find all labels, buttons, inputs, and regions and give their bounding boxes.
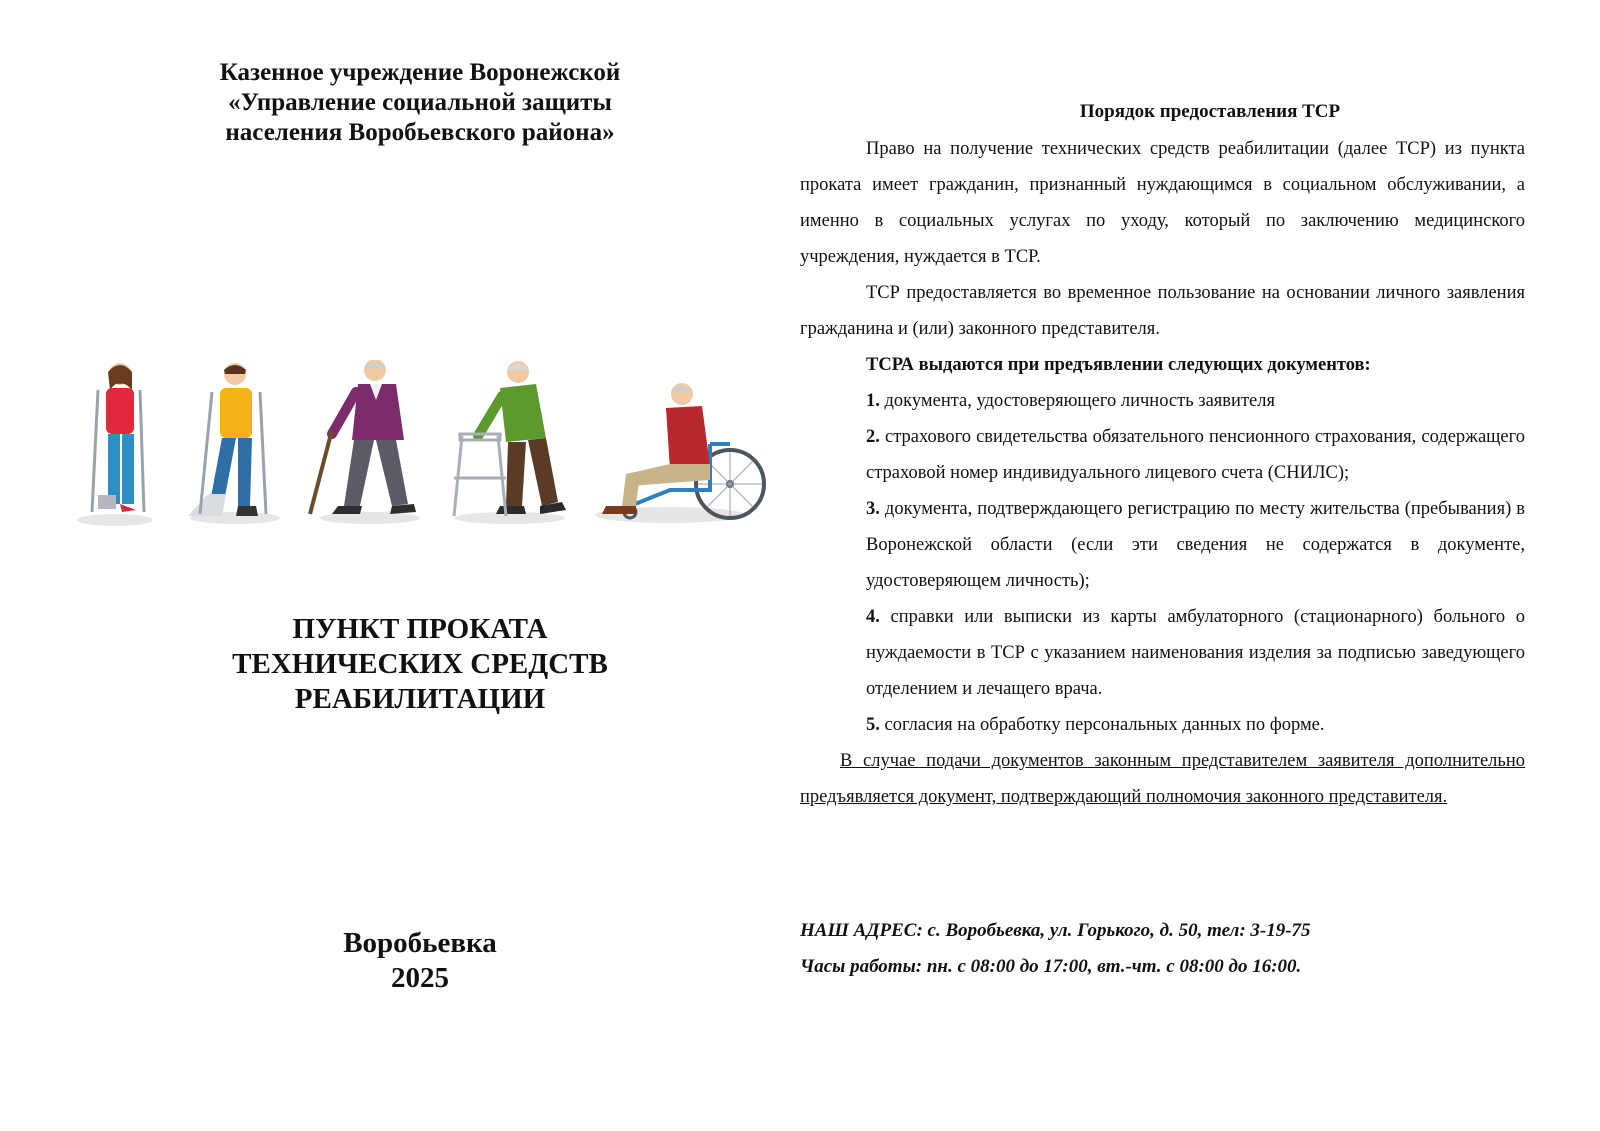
cover-footer bbox=[220, 926, 620, 996]
item-text: документа, подтверждающего регистрацию по месту жительства (пребывания) в Воронежской области (если эти сведения не содержатся в документе, удостоверяющем личность); bbox=[866, 499, 1525, 591]
title-line: РЕАБИЛИТАЦИИ bbox=[294, 683, 546, 715]
org-line: Казенное учреждение Воронежской bbox=[219, 59, 621, 86]
item-number: 1. bbox=[866, 391, 880, 411]
people-with-mobility-aids-illustration bbox=[70, 360, 770, 540]
representative-note: В случае подачи документов законным представителем заявителя дополнительно предъявляется документ, подтверждающий полномочия законного представителя. bbox=[800, 751, 1525, 807]
woman-with-crutches-figure bbox=[92, 363, 144, 512]
item-number: 3. bbox=[866, 499, 880, 519]
title-line: ТЕХНИЧЕСКИХ СРЕДСТВ bbox=[232, 648, 608, 680]
address-line: НАШ АДРЕС: с. Воробьевка, ул. Горького, д. 50, тел: 3-19-75 bbox=[800, 920, 1311, 941]
item-text: справки или выписки из карты амбулаторного (стационарного) больного о нуждаемости в ТСР с указанием наименования изделия за подписью заведующего отделением и лечащего врача. bbox=[866, 607, 1526, 699]
item-number: 2. bbox=[866, 427, 880, 447]
elderly-man-in-wheelchair-figure bbox=[602, 383, 764, 518]
man-with-leg-cast-figure bbox=[188, 363, 266, 516]
item-text: согласия на обработку персональных данных по форме. bbox=[884, 715, 1325, 735]
place-name: Воробьевка bbox=[343, 927, 497, 959]
working-hours-line: Часы работы: пн. с 08:00 до 17:00, вт.-чт. с 08:00 до 16:00. bbox=[800, 956, 1302, 977]
item-number: 4. bbox=[866, 607, 880, 627]
document-list-item bbox=[866, 599, 1525, 707]
document-list-item bbox=[866, 383, 1525, 419]
org-line: «Управление социальной защиты bbox=[228, 89, 612, 116]
paragraph-eligibility: Право на получение технических средств реабилитации (далее ТСР) из пункта проката имеет гражданин, признанный нуждающимся в социальном обслуживании, а именно в социальных услугах по уходу, который по заключению медицинского учреждения, нуждается в ТСР. bbox=[800, 139, 1525, 267]
item-text: документа, удостоверяющего личность заявителя bbox=[884, 391, 1275, 411]
procedure-text bbox=[800, 131, 1525, 815]
contact-info bbox=[800, 913, 1525, 985]
paragraph-temporary-use: ТСР предоставляется во временное пользование на основании личного заявления гражданина и (или) законного представителя. bbox=[800, 283, 1525, 339]
document-list-item bbox=[866, 419, 1525, 491]
document-list-item bbox=[866, 491, 1525, 599]
document-list-item bbox=[866, 707, 1525, 743]
documents-heading: ТСРА выдаются при предъявлении следующих документов: bbox=[866, 355, 1371, 375]
year: 2025 bbox=[391, 962, 449, 994]
item-number: 5. bbox=[866, 715, 880, 735]
section-heading: Порядок предоставления ТСР bbox=[1079, 101, 1341, 122]
brochure-title bbox=[120, 612, 720, 717]
organization-name bbox=[120, 58, 720, 148]
title-line: ПУНКТ ПРОКАТА bbox=[292, 613, 548, 645]
elderly-man-with-cane-figure bbox=[310, 360, 416, 514]
elderly-man-with-walker-figure bbox=[454, 361, 566, 516]
org-line: населения Воробьевского района» bbox=[225, 119, 615, 146]
item-text: страхового свидетельства обязательного пенсионного страхования, содержащего страховой номер индивидуального лицевого счета (СНИЛС); bbox=[866, 427, 1526, 483]
